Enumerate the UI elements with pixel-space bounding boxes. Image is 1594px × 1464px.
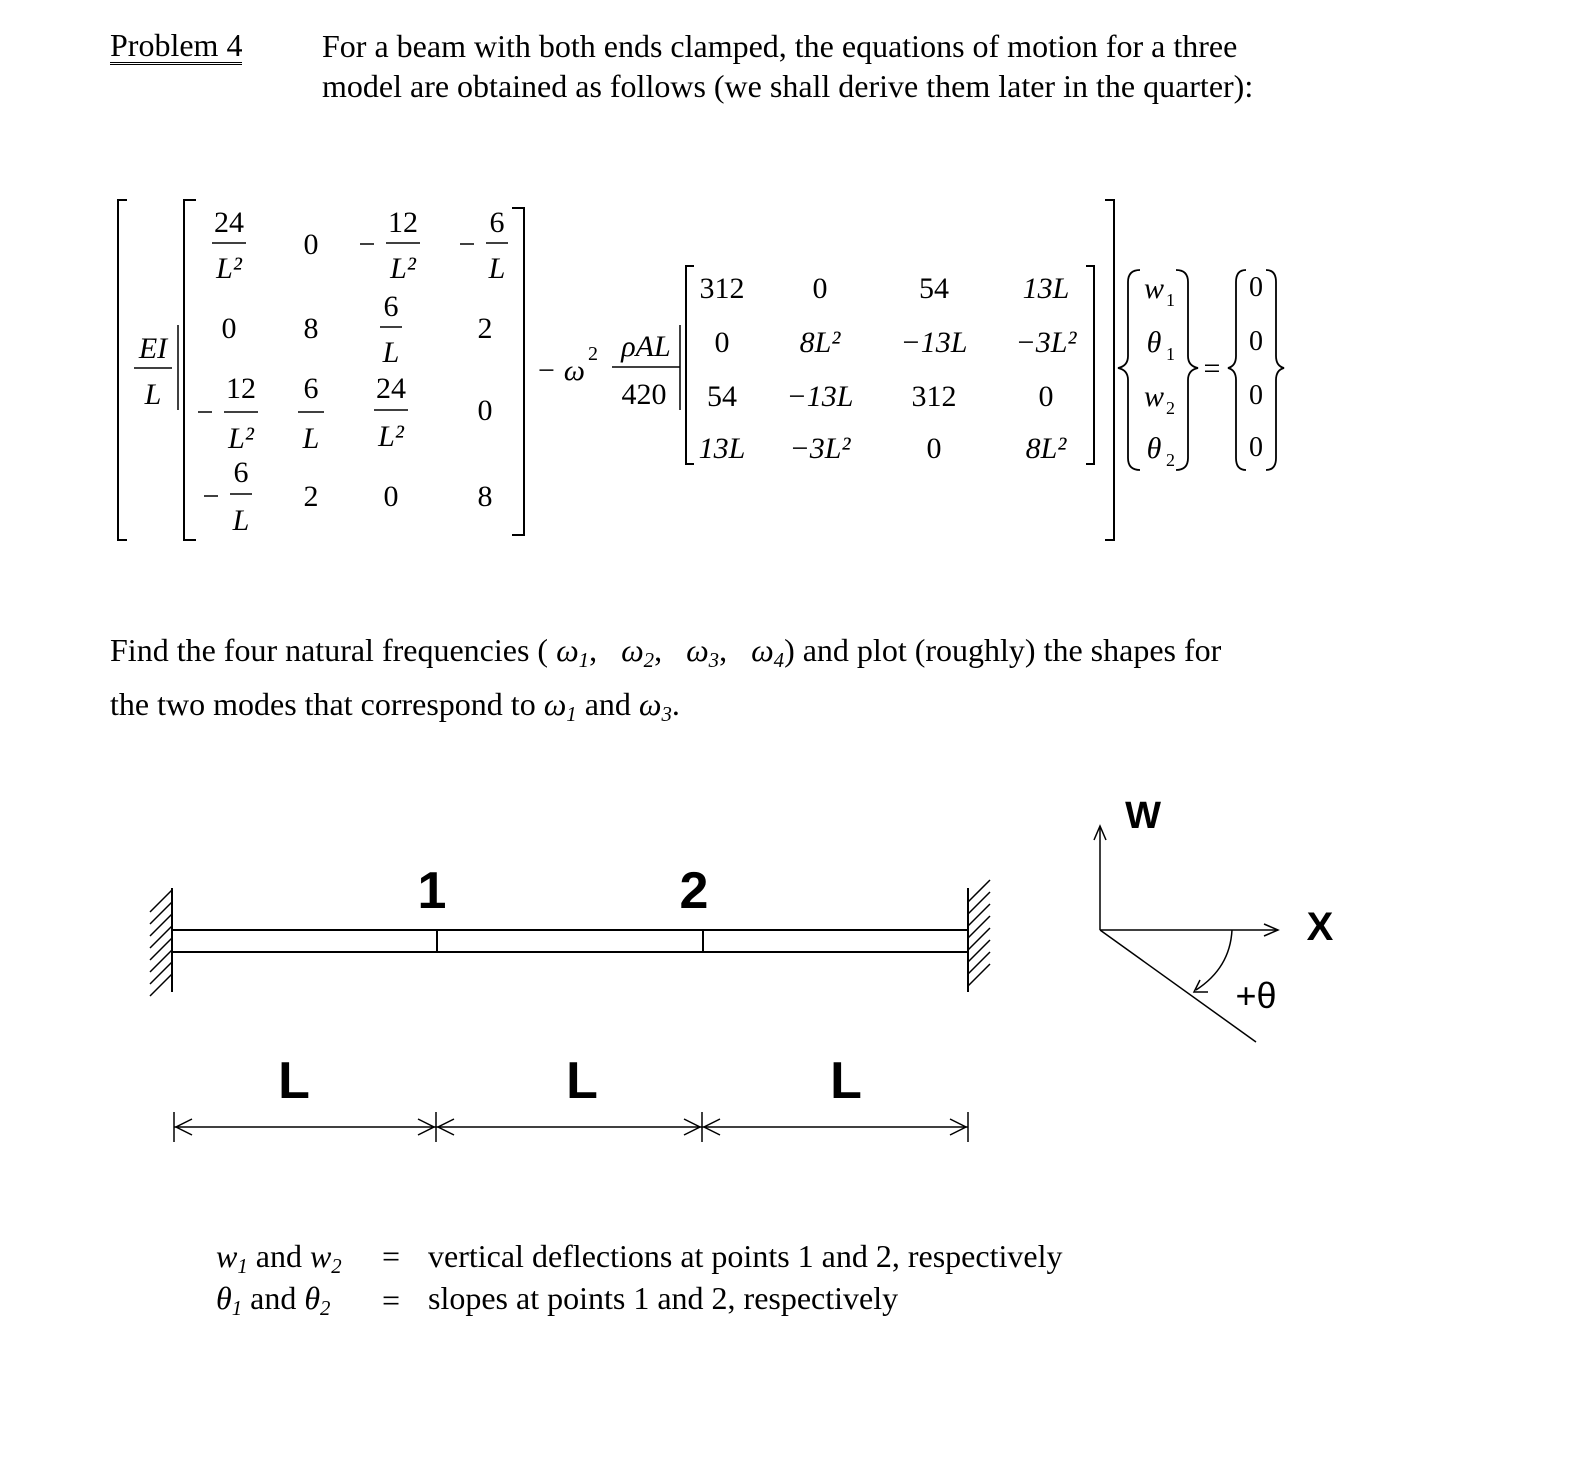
axis-x-label: X bbox=[1306, 905, 1334, 949]
span-label-3: L bbox=[830, 1052, 862, 1110]
node-1-label: 1 bbox=[417, 862, 447, 920]
legend-w2: $w_2$ bbox=[309, 1238, 342, 1279]
k23-den: L bbox=[382, 336, 400, 369]
minus-omega: − ω bbox=[536, 354, 585, 387]
vec-theta1-sub: 1 bbox=[1166, 344, 1175, 364]
displacement-vector-subs bbox=[1166, 290, 1175, 470]
m24: −3L² bbox=[1015, 326, 1077, 359]
mass-matrix-entries bbox=[699, 272, 1078, 465]
m32: −13L bbox=[786, 380, 854, 413]
omega-2: $\omega_2$ bbox=[621, 632, 655, 673]
vec-w1: w bbox=[1143, 272, 1165, 305]
m14: 13L bbox=[1022, 272, 1070, 305]
ei-label: EI bbox=[138, 332, 168, 365]
zero-1: 0 bbox=[1249, 272, 1263, 303]
m41: 13L bbox=[698, 432, 746, 465]
node-2-label: 2 bbox=[679, 862, 709, 920]
omega-3: $\omega_3$ bbox=[686, 632, 720, 673]
omega-4: $\omega_4$ bbox=[751, 632, 785, 673]
m44: 8L² bbox=[1025, 432, 1067, 465]
zero-brace-right bbox=[1266, 270, 1284, 470]
equals-sign: = bbox=[1203, 352, 1221, 385]
m13: 54 bbox=[919, 272, 949, 305]
m43: 0 bbox=[926, 432, 942, 465]
mass-bracket-right bbox=[1086, 266, 1094, 464]
k41-den: L bbox=[232, 504, 250, 537]
omega-3-ref: $\omega_3$ bbox=[638, 686, 672, 727]
question-line1-start: Find the four natural frequencies ( bbox=[110, 632, 549, 668]
k11-den: L² bbox=[216, 252, 242, 285]
m23: −13L bbox=[900, 326, 968, 359]
left-wall-hatch bbox=[150, 890, 172, 996]
k13-num: 12 bbox=[388, 206, 418, 239]
stiffness-bracket-left bbox=[184, 200, 196, 540]
k21: 0 bbox=[221, 312, 237, 345]
equation-of-motion bbox=[0, 0, 1594, 560]
m22: 8L² bbox=[799, 326, 841, 359]
stiffness-bracket-right bbox=[512, 208, 524, 535]
k14-num: 6 bbox=[489, 206, 505, 239]
beam bbox=[172, 930, 968, 952]
m11: 312 bbox=[699, 272, 745, 305]
k41-num: 6 bbox=[233, 456, 249, 489]
k13-den: L² bbox=[390, 252, 416, 285]
rho-al: ρAL bbox=[621, 330, 671, 363]
k31-num: 12 bbox=[226, 372, 256, 405]
k33-den: L² bbox=[378, 420, 404, 453]
omega-1: $\omega_1$ bbox=[556, 632, 590, 673]
legend-row-1-rhs: vertical deflections at points 1 and 2, respectively bbox=[428, 1238, 1063, 1274]
span-label-2: L bbox=[566, 1052, 598, 1110]
theta-label: +θ bbox=[1235, 975, 1277, 1016]
k14-den: L bbox=[488, 252, 506, 285]
zero-brace-left bbox=[1228, 270, 1246, 470]
k12: 0 bbox=[303, 228, 319, 261]
m33: 312 bbox=[911, 380, 957, 413]
beam-diagram bbox=[0, 780, 1594, 1180]
k42: 2 bbox=[303, 480, 319, 513]
span-label-1: L bbox=[278, 1052, 310, 1110]
question-line2-start: the two modes that correspond to bbox=[110, 686, 536, 722]
vec-theta2-sub: 2 bbox=[1166, 450, 1175, 470]
vec-theta1: θ bbox=[1146, 326, 1162, 359]
legend-w1: $w_1$ bbox=[216, 1238, 248, 1279]
right-wall-hatch bbox=[968, 880, 990, 986]
k23-num: 6 bbox=[383, 290, 399, 323]
m12: 0 bbox=[812, 272, 828, 305]
legend-theta1: $\theta_1$ bbox=[216, 1280, 243, 1321]
question-line-1: Find the four natural frequencies ( $\omega_1$, $\omega_2$, $\omega_3$, $\omega_4$) and plot (roughly) the shapes for bbox=[110, 632, 1222, 673]
intro-line-2: model are obtained as follows (we shall derive them later in the quarter): bbox=[322, 68, 1254, 104]
outer-bracket-right bbox=[1105, 200, 1114, 540]
k44: 8 bbox=[477, 480, 493, 513]
mass-bracket-left bbox=[686, 266, 694, 464]
m31: 54 bbox=[707, 380, 737, 413]
zero-2: 0 bbox=[1249, 326, 1263, 357]
question-line-2: the two modes that correspond to $\omega_1$ and $\omega_3$. bbox=[110, 686, 680, 727]
outer-bracket-left bbox=[118, 200, 127, 540]
legend-row-2: $\theta_1$ and $\theta_2$ bbox=[216, 1280, 331, 1321]
k31-den: L² bbox=[228, 422, 254, 455]
k22: 8 bbox=[303, 312, 319, 345]
legend-row-1: $w_1$ and $w_2$ bbox=[216, 1238, 342, 1279]
denominator-420: 420 bbox=[621, 378, 667, 411]
legend-theta2: $\theta_2$ bbox=[304, 1280, 331, 1321]
k34: 0 bbox=[477, 394, 493, 427]
question-line1-end: ) and plot (roughly) the shapes for bbox=[784, 632, 1222, 668]
zero-vector bbox=[1249, 272, 1263, 463]
legend-row-2-eq: = bbox=[382, 1282, 401, 1318]
problem-label: Problem 4 bbox=[110, 27, 243, 63]
vec-theta2: θ bbox=[1146, 432, 1162, 465]
vector-brace-right bbox=[1176, 270, 1198, 470]
zero-4: 0 bbox=[1249, 432, 1263, 463]
k33-num: 24 bbox=[376, 372, 406, 405]
k43: 0 bbox=[383, 480, 399, 513]
omega-square: 2 bbox=[588, 343, 598, 365]
axis-w-label: W bbox=[1125, 795, 1161, 837]
displacement-vector bbox=[1144, 272, 1164, 465]
omega-1-ref: $\omega_1$ bbox=[543, 686, 577, 727]
vector-brace-left bbox=[1118, 270, 1140, 470]
m21: 0 bbox=[714, 326, 730, 359]
k32-den: L bbox=[302, 422, 320, 455]
dimension-lines bbox=[174, 1112, 968, 1142]
question-and: and bbox=[584, 686, 631, 722]
k32-num: 6 bbox=[303, 372, 319, 405]
legend-row-1-eq: = bbox=[382, 1238, 401, 1274]
intro-line-1: For a beam with both ends clamped, the equations of motion for a three bbox=[322, 28, 1238, 64]
l-label: L bbox=[144, 378, 162, 411]
m42: −3L² bbox=[789, 432, 851, 465]
legend-row-2-rhs: slopes at points 1 and 2, respectively bbox=[428, 1280, 899, 1316]
vec-w2-sub: 2 bbox=[1166, 398, 1175, 418]
vec-w2: w bbox=[1143, 380, 1165, 413]
k11-num: 24 bbox=[214, 206, 244, 239]
m34: 0 bbox=[1038, 380, 1054, 413]
k24: 2 bbox=[477, 312, 493, 345]
vec-w1-sub: 1 bbox=[1166, 290, 1175, 310]
zero-3: 0 bbox=[1249, 380, 1263, 411]
